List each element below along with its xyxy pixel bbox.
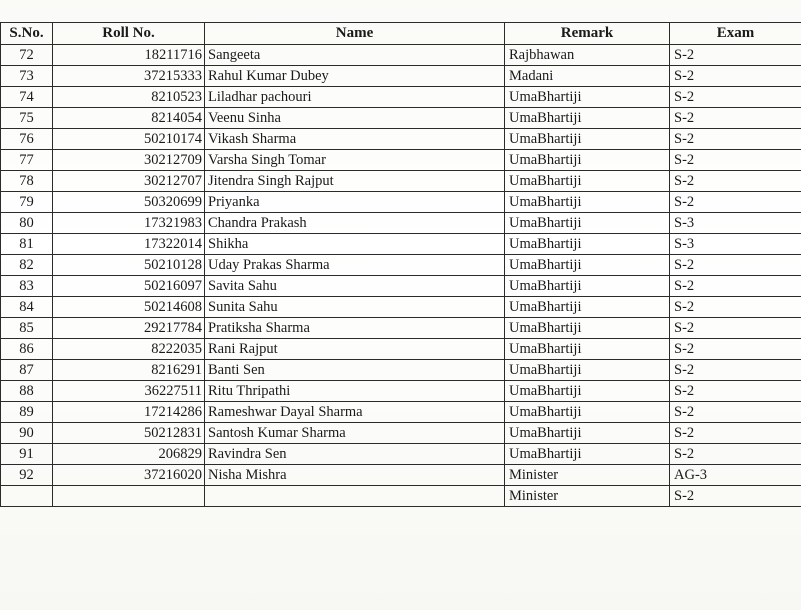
cell-exam: S-2: [670, 171, 801, 192]
cell-roll: [53, 486, 205, 507]
cell-sno: 92: [1, 465, 53, 486]
cell-roll: 206829: [53, 444, 205, 465]
cell-name: Santosh Kumar Sharma: [205, 423, 505, 444]
cell-sno: 77: [1, 150, 53, 171]
table-row: [1, 213, 801, 234]
table-row: [1, 45, 801, 66]
cell-roll: 36227511: [53, 381, 205, 402]
cell-remark: UmaBhartiji: [505, 129, 670, 150]
cell-name: Shikha: [205, 234, 505, 255]
cell-remark: UmaBhartiji: [505, 360, 670, 381]
cell-remark: UmaBhartiji: [505, 423, 670, 444]
cell-sno: [1, 486, 53, 507]
cell-remark: UmaBhartiji: [505, 297, 670, 318]
header-sno: S.No.: [1, 23, 53, 45]
cell-sno: 73: [1, 66, 53, 87]
table-row: [1, 87, 801, 108]
cell-sno: 84: [1, 297, 53, 318]
table-row: [1, 297, 801, 318]
table-row: [1, 108, 801, 129]
cell-name: Ritu Thripathi: [205, 381, 505, 402]
cell-exam: S-3: [670, 213, 801, 234]
cell-name: Liladhar pachouri: [205, 87, 505, 108]
cell-exam: S-2: [670, 45, 801, 66]
header-exam: Exam: [670, 23, 801, 45]
cell-name: Rahul Kumar Dubey: [205, 66, 505, 87]
cell-sno: 76: [1, 129, 53, 150]
cell-name: Uday Prakas Sharma: [205, 255, 505, 276]
cell-remark: UmaBhartiji: [505, 444, 670, 465]
cell-roll: 8222035: [53, 339, 205, 360]
cell-roll: 30212709: [53, 150, 205, 171]
cell-sno: 91: [1, 444, 53, 465]
cell-name: [205, 486, 505, 507]
cell-name: Savita Sahu: [205, 276, 505, 297]
table-row: [1, 381, 801, 402]
table-row: [1, 150, 801, 171]
cell-name: Rani Rajput: [205, 339, 505, 360]
cell-sno: 89: [1, 402, 53, 423]
cell-remark: UmaBhartiji: [505, 150, 670, 171]
table-row: [1, 129, 801, 150]
candidate-table: [0, 22, 801, 507]
cell-name: Banti Sen: [205, 360, 505, 381]
cell-roll: 17321983: [53, 213, 205, 234]
cell-roll: 50210128: [53, 255, 205, 276]
cell-roll: 37215333: [53, 66, 205, 87]
table-row: [1, 486, 801, 507]
cell-remark: UmaBhartiji: [505, 108, 670, 129]
cell-exam: S-2: [670, 423, 801, 444]
cell-remark: Madani: [505, 66, 670, 87]
table-row: [1, 234, 801, 255]
cell-roll: 30212707: [53, 171, 205, 192]
cell-exam: S-3: [670, 234, 801, 255]
cell-sno: 85: [1, 318, 53, 339]
cell-roll: 8216291: [53, 360, 205, 381]
cell-sno: 72: [1, 45, 53, 66]
cell-remark: UmaBhartiji: [505, 318, 670, 339]
cell-name: Pratiksha Sharma: [205, 318, 505, 339]
table-row: [1, 360, 801, 381]
cell-sno: 74: [1, 87, 53, 108]
cell-exam: S-2: [670, 129, 801, 150]
cell-roll: 50210174: [53, 129, 205, 150]
table-row: [1, 402, 801, 423]
cell-exam: S-2: [670, 402, 801, 423]
cell-roll: 50214608: [53, 297, 205, 318]
cell-exam: S-2: [670, 339, 801, 360]
cell-exam: S-2: [670, 66, 801, 87]
cell-name: Vikash Sharma: [205, 129, 505, 150]
cell-sno: 79: [1, 192, 53, 213]
header-name: Name: [205, 23, 505, 45]
cell-remark: Rajbhawan: [505, 45, 670, 66]
cell-remark: UmaBhartiji: [505, 381, 670, 402]
cell-roll: 17214286: [53, 402, 205, 423]
cell-name: Chandra Prakash: [205, 213, 505, 234]
cell-roll: 50212831: [53, 423, 205, 444]
cell-roll: 50320699: [53, 192, 205, 213]
table-row: [1, 255, 801, 276]
table-row: [1, 171, 801, 192]
cell-roll: 18211716: [53, 45, 205, 66]
cell-remark: UmaBhartiji: [505, 402, 670, 423]
table-row: [1, 444, 801, 465]
cell-exam: S-2: [670, 87, 801, 108]
cell-exam: S-2: [670, 381, 801, 402]
cell-roll: 8214054: [53, 108, 205, 129]
cell-exam: S-2: [670, 360, 801, 381]
cell-roll: 29217784: [53, 318, 205, 339]
cell-name: Ravindra Sen: [205, 444, 505, 465]
cell-sno: 86: [1, 339, 53, 360]
table-row: [1, 66, 801, 87]
table-row: [1, 339, 801, 360]
table-body: [1, 45, 801, 507]
cell-exam: S-2: [670, 192, 801, 213]
cell-name: Jitendra Singh Rajput: [205, 171, 505, 192]
cell-remark: UmaBhartiji: [505, 234, 670, 255]
cell-exam: S-2: [670, 150, 801, 171]
cell-remark: UmaBhartiji: [505, 339, 670, 360]
cell-exam: S-2: [670, 444, 801, 465]
cell-sno: 90: [1, 423, 53, 444]
cell-exam: S-2: [670, 318, 801, 339]
cell-remark: UmaBhartiji: [505, 171, 670, 192]
header-remark: Remark: [505, 23, 670, 45]
table-row: [1, 192, 801, 213]
header-roll: Roll No.: [53, 23, 205, 45]
table-row: [1, 423, 801, 444]
cell-sno: 80: [1, 213, 53, 234]
cell-name: Varsha Singh Tomar: [205, 150, 505, 171]
cell-sno: 78: [1, 171, 53, 192]
header-row: [1, 23, 801, 45]
cell-exam: S-2: [670, 108, 801, 129]
cell-name: Veenu Sinha: [205, 108, 505, 129]
cell-roll: 17322014: [53, 234, 205, 255]
cell-sno: 82: [1, 255, 53, 276]
table-row: [1, 318, 801, 339]
cell-roll: 8210523: [53, 87, 205, 108]
table-row: [1, 276, 801, 297]
cell-name: Sunita Sahu: [205, 297, 505, 318]
cell-sno: 88: [1, 381, 53, 402]
cell-remark: UmaBhartiji: [505, 213, 670, 234]
cell-remark: UmaBhartiji: [505, 255, 670, 276]
cell-remark: Minister: [505, 465, 670, 486]
cell-sno: 75: [1, 108, 53, 129]
cell-name: Priyanka: [205, 192, 505, 213]
cell-exam: S-2: [670, 297, 801, 318]
cell-exam: S-2: [670, 255, 801, 276]
cell-remark: Minister: [505, 486, 670, 507]
cell-name: Sangeeta: [205, 45, 505, 66]
cell-exam: S-2: [670, 276, 801, 297]
cell-roll: 50216097: [53, 276, 205, 297]
cell-remark: UmaBhartiji: [505, 87, 670, 108]
cell-name: Nisha Mishra: [205, 465, 505, 486]
cell-name: Rameshwar Dayal Sharma: [205, 402, 505, 423]
cell-sno: 83: [1, 276, 53, 297]
cell-exam: AG-3: [670, 465, 801, 486]
table-row: [1, 465, 801, 486]
cell-exam: S-2: [670, 486, 801, 507]
cell-sno: 87: [1, 360, 53, 381]
cell-remark: UmaBhartiji: [505, 192, 670, 213]
cell-remark: UmaBhartiji: [505, 276, 670, 297]
cell-roll: 37216020: [53, 465, 205, 486]
cell-sno: 81: [1, 234, 53, 255]
